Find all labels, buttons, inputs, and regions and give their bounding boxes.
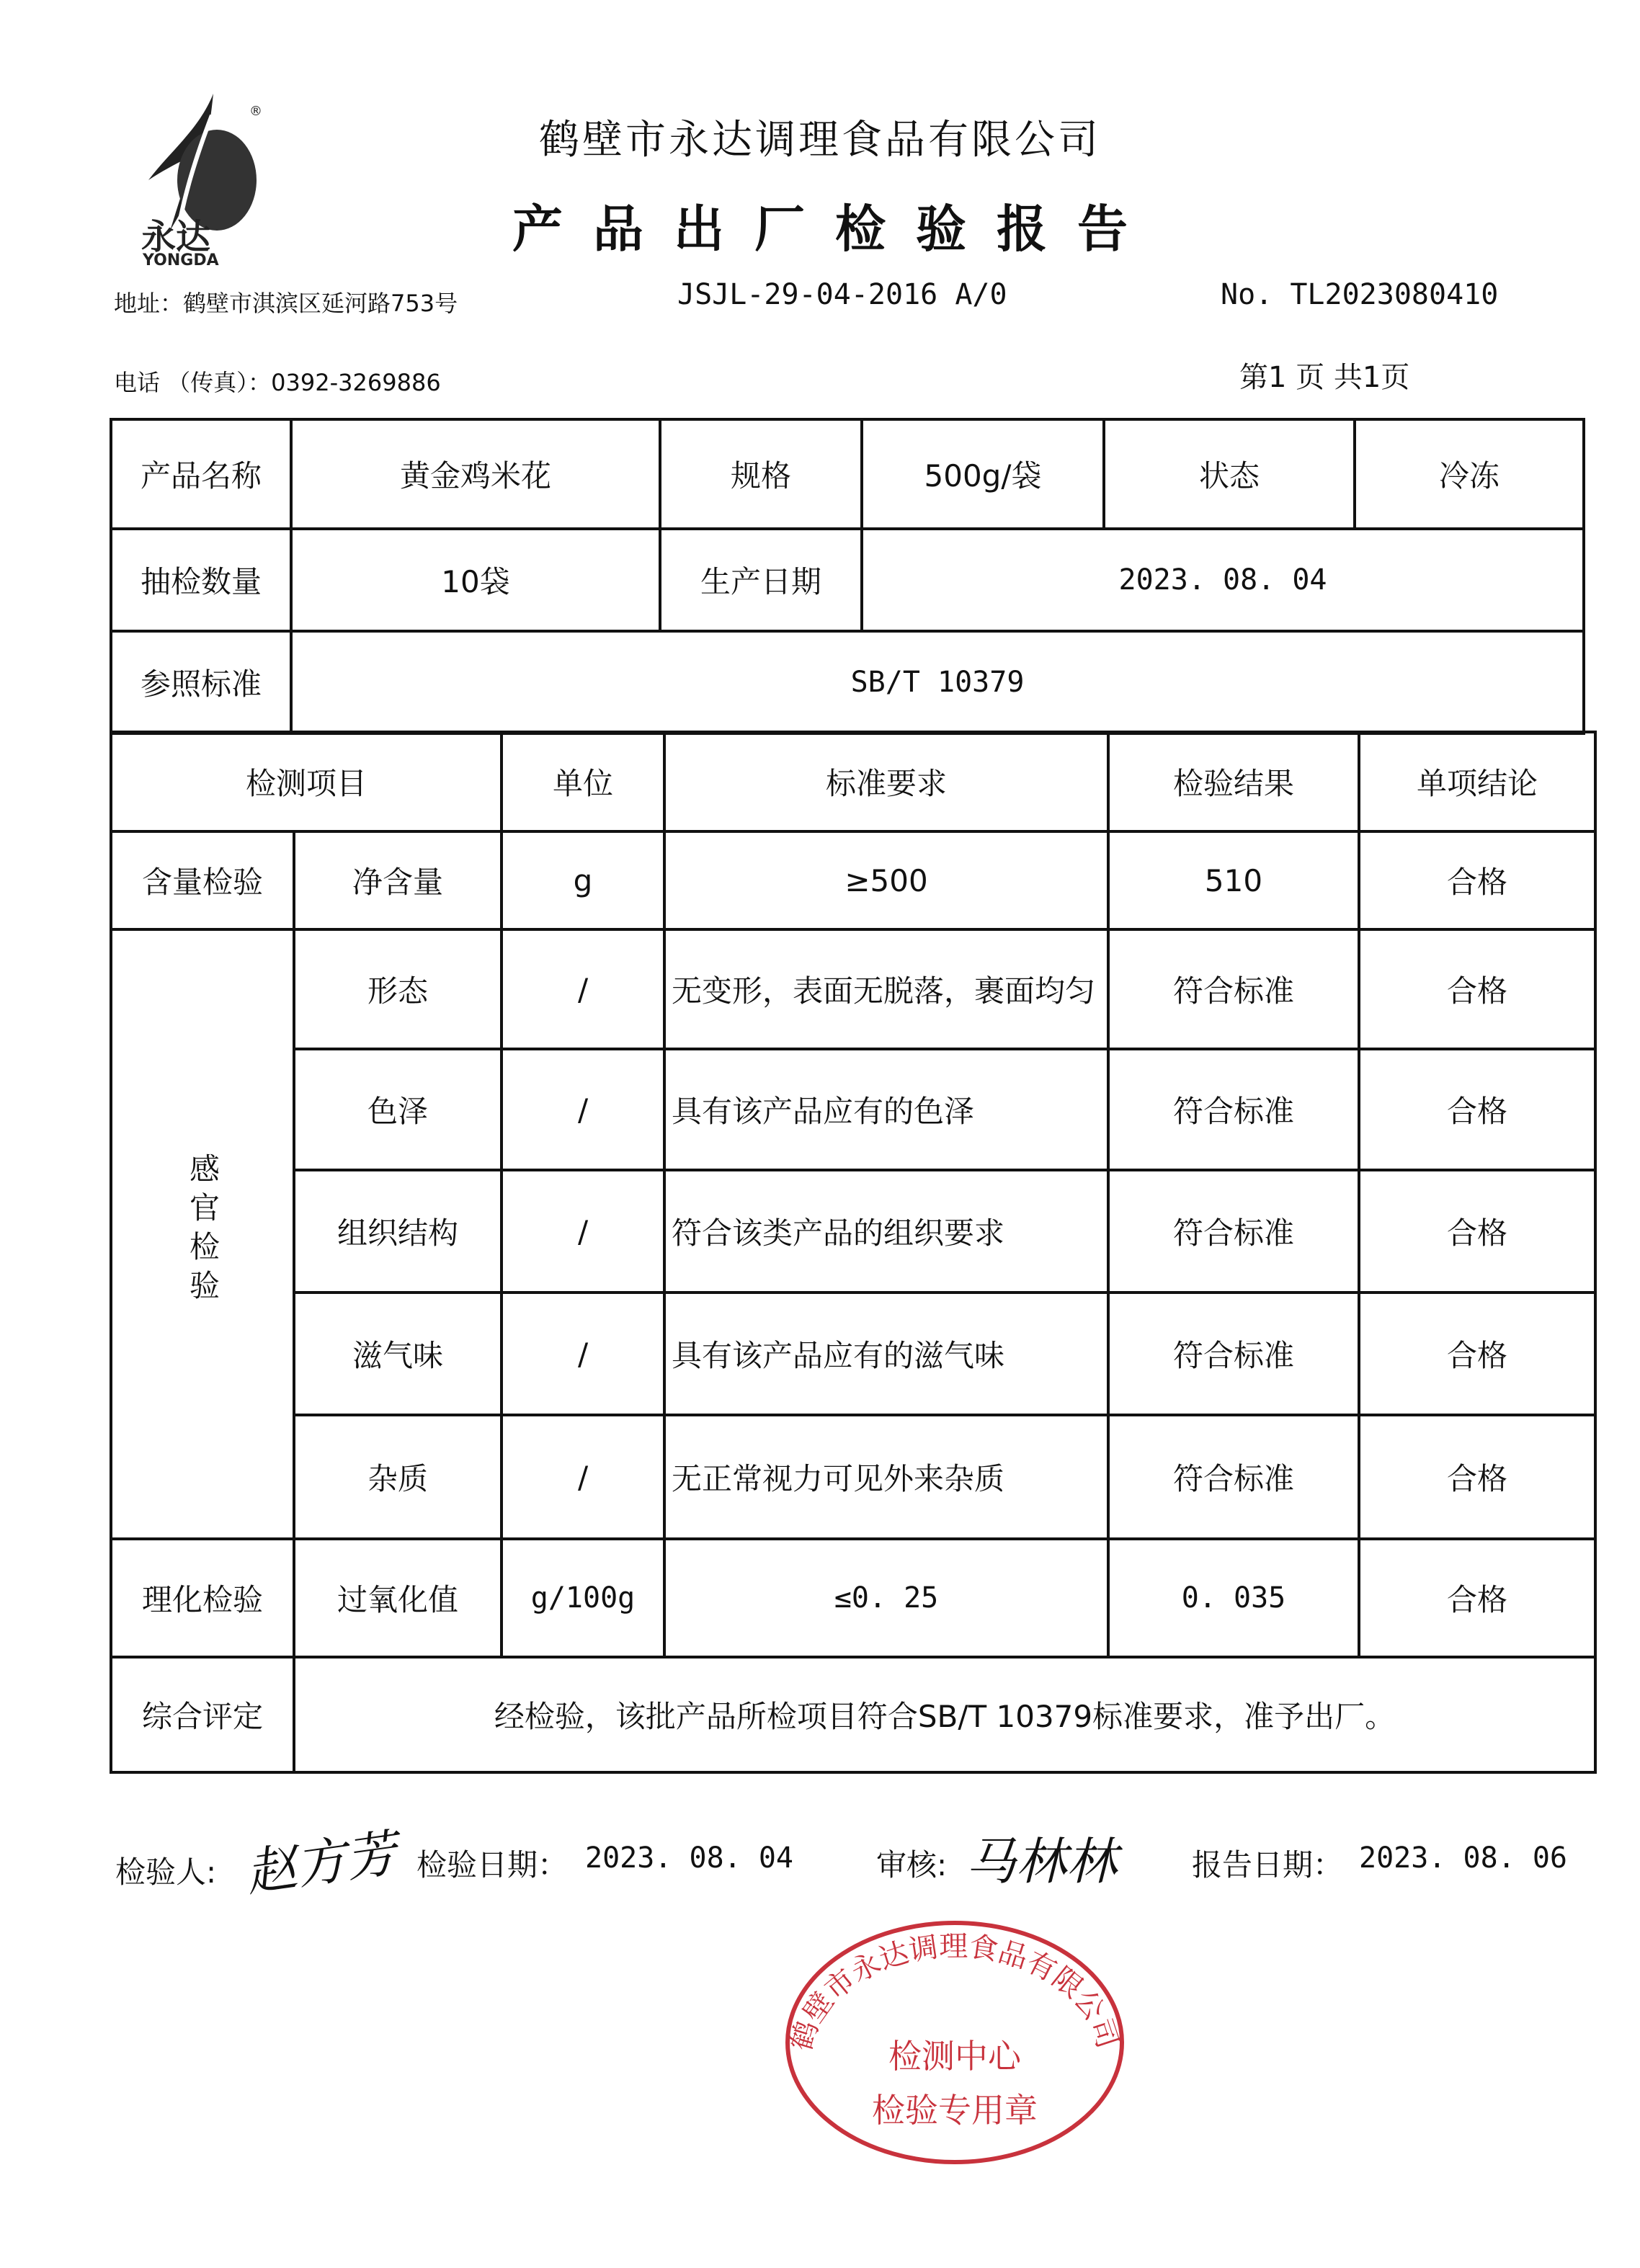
report-date-label: 报告日期： [1192,1847,1344,1883]
unit: / [502,1049,664,1170]
report-date: 2023. 08. 06 [1359,1841,1567,1875]
product-name: 黄金鸡米花 [291,419,660,529]
group-sensory-label: 感官检验 [185,1153,220,1308]
sample-quantity: 10袋 [291,529,660,631]
company-name: 鹤壁市永达调理食品有限公司 [539,117,1101,164]
requirement: 具有该产品应有的滋气味 [664,1293,1108,1415]
sample-label: 抽检数量 [111,529,291,631]
group-sensory [111,929,294,1539]
verdict: 合格 [1359,1539,1595,1657]
production-date-label: 生产日期 [660,529,862,631]
product-info-table [110,418,1585,735]
table-row [111,1049,1595,1170]
item: 形态 [294,929,502,1049]
header-item: 检测项目 [111,732,502,831]
unit: / [502,1415,664,1539]
document-code: JSJL-29-04-2016 A/0 [677,278,1007,311]
inspector-signature: 赵方芳 [242,1823,401,1903]
result: 符合标准 [1108,929,1359,1049]
reference-standard: SB/T 10379 [291,631,1584,733]
inspect-date-label: 检验日期： [416,1847,569,1883]
item: 杂质 [294,1415,502,1539]
table-row [111,831,1595,929]
result: 符合标准 [1108,1049,1359,1170]
reviewer-label: 审核: [876,1847,948,1883]
item: 组织结构 [294,1170,502,1293]
inspection-table [110,731,1597,1774]
page-indicator: 第1 页 共1页 [1239,361,1410,394]
requirement: ≥500 [664,831,1108,929]
result: 510 [1108,831,1359,929]
overall-label: 综合评定 [111,1657,294,1772]
item: 净含量 [294,831,502,929]
seal-ring-text: 鹤壁市永达调理食品有限公司 [785,1929,1125,2055]
svg-text:永达: 永达 [141,217,211,257]
phone-fax: 电话 （传真）：0392-3269886 [114,369,441,396]
spec: 500g/袋 [862,419,1104,529]
unit: g/100g [502,1539,664,1657]
svg-text:®: ® [249,104,262,119]
unit: / [502,1293,664,1415]
requirement: ≤0. 25 [664,1539,1108,1657]
table-row [111,1415,1595,1539]
report-number: No. TL2023080410 [1221,278,1499,311]
unit: / [502,1170,664,1293]
group-content: 含量检验 [111,831,294,929]
table-row [111,929,1595,1049]
product-name-label: 产品名称 [111,419,291,529]
item: 过氧化值 [294,1539,502,1657]
state-label: 状态 [1104,419,1355,529]
verdict: 合格 [1359,1170,1595,1293]
result: 0. 035 [1108,1539,1359,1657]
company-seal [778,1916,1131,2169]
spec-label: 规格 [660,419,862,529]
requirement: 无正常视力可见外来杂质 [664,1415,1108,1539]
verdict: 合格 [1359,1415,1595,1539]
production-date: 2023. 08. 04 [862,529,1584,631]
inspect-date: 2023. 08. 04 [585,1841,793,1875]
result: 符合标准 [1108,1415,1359,1539]
header-requirement: 标准要求 [664,732,1108,831]
table-row [111,1293,1595,1415]
standard-label: 参照标准 [111,631,291,733]
table-row [111,1170,1595,1293]
overall-row [111,1657,1595,1772]
reviewer-signature: 马林林 [966,1832,1117,1891]
table-header-row [111,732,1595,831]
verdict: 合格 [1359,929,1595,1049]
svg-text:YONGDA: YONGDA [143,251,219,267]
requirement: 符合该类产品的组织要求 [664,1170,1108,1293]
header-result: 检验结果 [1108,732,1359,831]
seal-center-text: 检测中心 [888,2037,1021,2076]
group-chemical: 理化检验 [111,1539,294,1657]
verdict: 合格 [1359,1049,1595,1170]
result: 符合标准 [1108,1170,1359,1293]
seal-bottom-text: 检验专用章 [872,2091,1038,2130]
item: 色泽 [294,1049,502,1170]
requirement: 具有该产品应有的色泽 [664,1049,1108,1170]
result: 符合标准 [1108,1293,1359,1415]
overall-assessment: 经检验，该批产品所检项目符合SB/T 10379标准要求，准予出厂。 [294,1657,1595,1772]
verdict: 合格 [1359,1293,1595,1415]
unit: g [502,831,664,929]
table-row [111,1539,1595,1657]
header-verdict: 单项结论 [1359,732,1595,831]
inspector-label: 检验人: [115,1854,217,1890]
header-unit: 单位 [502,732,664,831]
state: 冷冻 [1355,419,1584,529]
report-title: 产品出厂检验报告 [512,200,1158,259]
address: 地址：鹤壁市淇滨区延河路753号 [114,290,458,317]
unit: / [502,929,664,1049]
requirement: 无变形，表面无脱落，裹面均匀 [664,929,1108,1049]
verdict: 合格 [1359,831,1595,929]
item: 滋气味 [294,1293,502,1415]
